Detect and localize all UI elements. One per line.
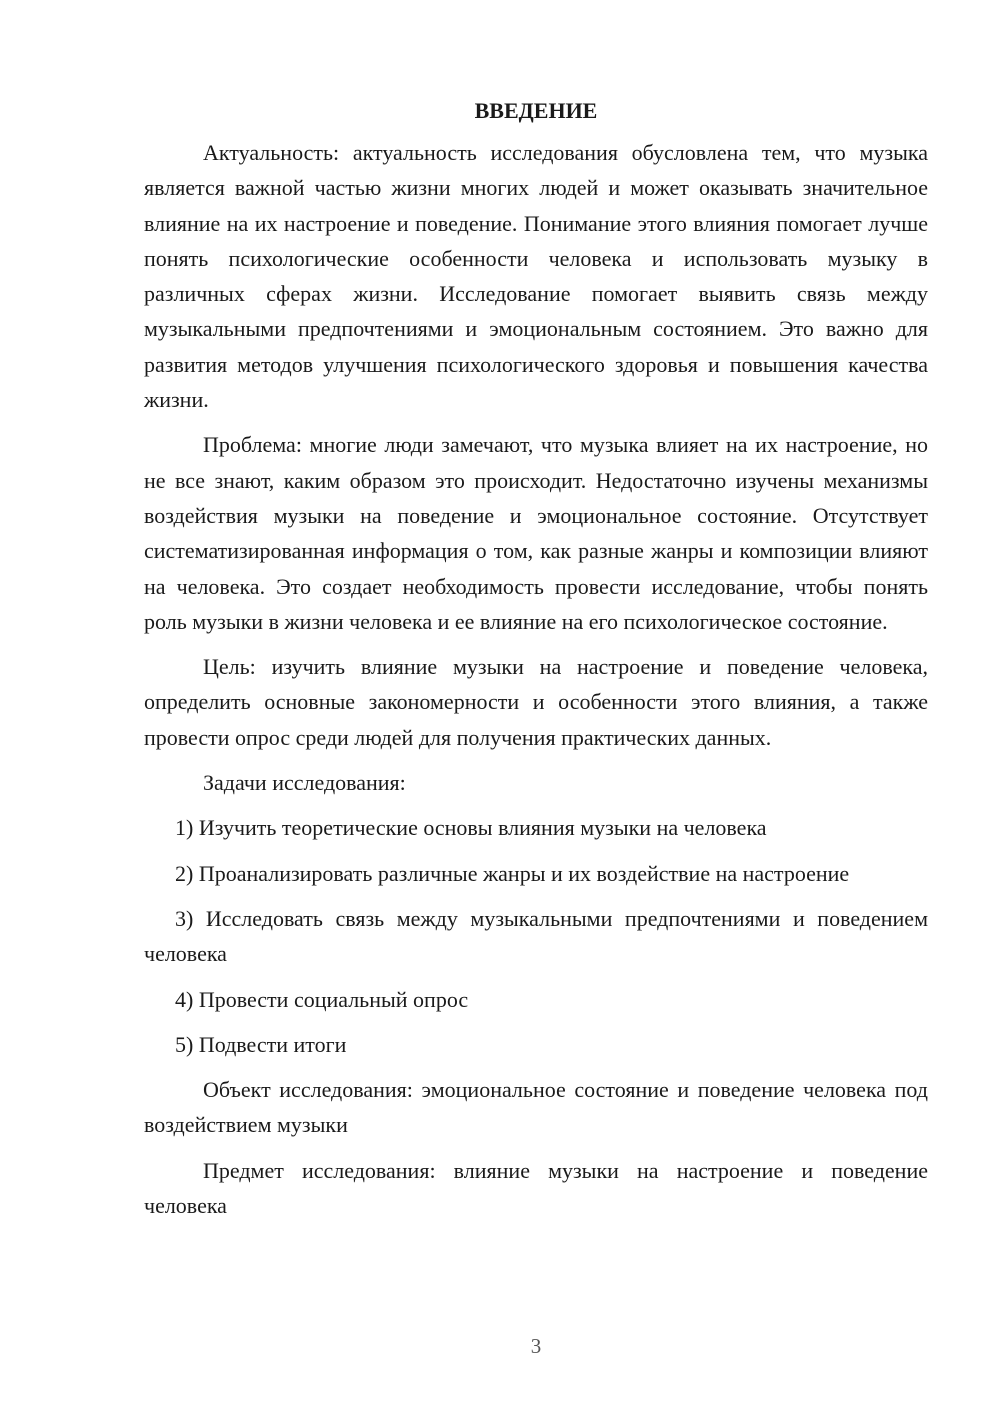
task-item-3: 3) Исследовать связь между музыкальными предпочтениями и поведением человека	[144, 905, 928, 967]
task-item-2: 2) Проанализировать различные жанры и их воздействие на настроение	[175, 860, 850, 886]
paragraph-problem: Проблема: многие люди замечают, что музыка влияет на их настроение, но не все знают, каким образом это происходит. Недостаточно изучены механизмы воздействия музыки на поведение и эмоциональное состояние. Отсутствует систематизированная информация о том, как разные жанры и композиции влияют на человека. Это создает необходимость провести исследование, чтобы понять роль музыки в жизни человека и ее влияние на его психологическое состояние.	[144, 432, 928, 634]
paragraph-goal: Цель: изучить влияние музыки на настроение и поведение человека, определить основные закономерности и особенности этого влияния, а также провести опрос среди людей для получения практических данных.	[144, 654, 928, 750]
paragraph-subject: Предмет исследования: влияние музыки на настроение и поведение человека	[144, 1157, 928, 1219]
paragraph-relevance: Актуальность: актуальность исследования обусловлена тем, что музыка является важной частью жизни многих людей и может оказывать значительное влияние на их настроение и поведение. Понимание этого влияния помогает лучше понять психологические особенности человека и использовать музыку в различных сферах жизни. Исследование помогает выявить связь между музыкальными предпочтениями и эмоциональным состоянием. Это важно для развития методов улучшения психологического здоровья и повышения качества жизни.	[144, 140, 928, 413]
paragraph-tasks-heading: Задачи исследования:	[203, 770, 406, 796]
section-title: ВВЕДЕНИЕ	[474, 98, 598, 123]
paragraph-object: Объект исследования: эмоциональное состояние и поведение человека под воздействием музыки	[144, 1077, 928, 1138]
task-item-5: 5) Подвести итоги	[175, 1031, 347, 1057]
page-number: 3	[530, 1334, 542, 1358]
task-item-4: 4) Провести социальный опрос	[175, 986, 469, 1012]
task-item-1: 1) Изучить теоретические основы влияния музыки на человека	[175, 815, 767, 841]
page-content	[144, 97, 928, 1233]
